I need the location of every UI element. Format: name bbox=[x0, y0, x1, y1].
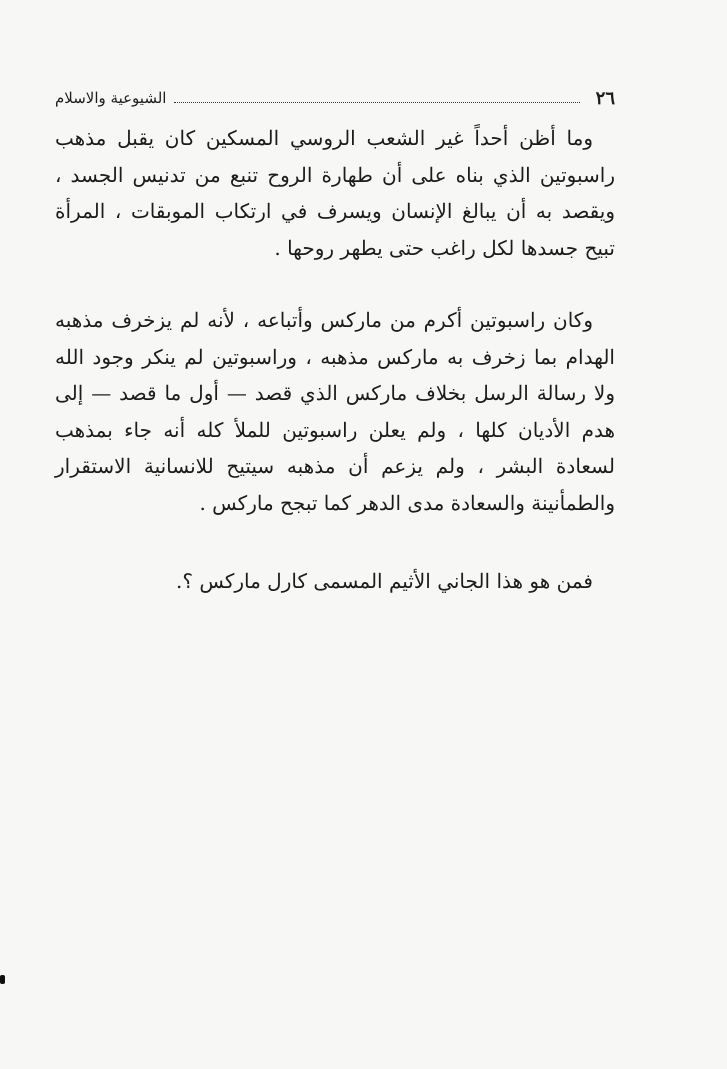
page-number: ٢٦ bbox=[595, 87, 615, 109]
scan-artifact-dot bbox=[0, 975, 5, 984]
page-header bbox=[55, 84, 615, 112]
body-text bbox=[55, 120, 615, 600]
header-dotted-leader bbox=[174, 102, 579, 103]
running-title: الشيوعية والاسلام bbox=[55, 89, 167, 107]
paragraph-3: فمن هو هذا الجاني الأثيم المسمى كارل ماركس ؟. bbox=[175, 569, 593, 593]
paragraph-2: وكان راسبوتين أكرم من ماركس وأتباعه ، لأنه لم يزخرف مذهبه الهدام بما زخرف به ماركس مذهبه ، وراسبوتين لم ينكر وجود الله ولا رسالة الرسل بخلاف ماركس الذي قصد — أول ما قصد — إلى هدم الأديان كلها ، ولم يعلن راسبوتين للملأ كله أنه جاء بمذهب لسعادة البشر ، ولم يزعم أن مذهبه سيتيح للانسانية الاستقرار والطمأنينة والسعادة مدى الدهر كما تبجح ماركس . bbox=[55, 308, 615, 515]
paragraph-1: وما أظن أحداً غير الشعب الروسي المسكين كان يقبل مذهب راسبوتين الذي بناه على أن طهارة الروح تنبع من تدنيس الجسد ، ويقصد به أن يبالغ الإنسان ويسرف في ارتكاب الموبقات ، المرأة تبيح جسدها لكل راغب حتى يطهر روحها . bbox=[55, 126, 615, 260]
